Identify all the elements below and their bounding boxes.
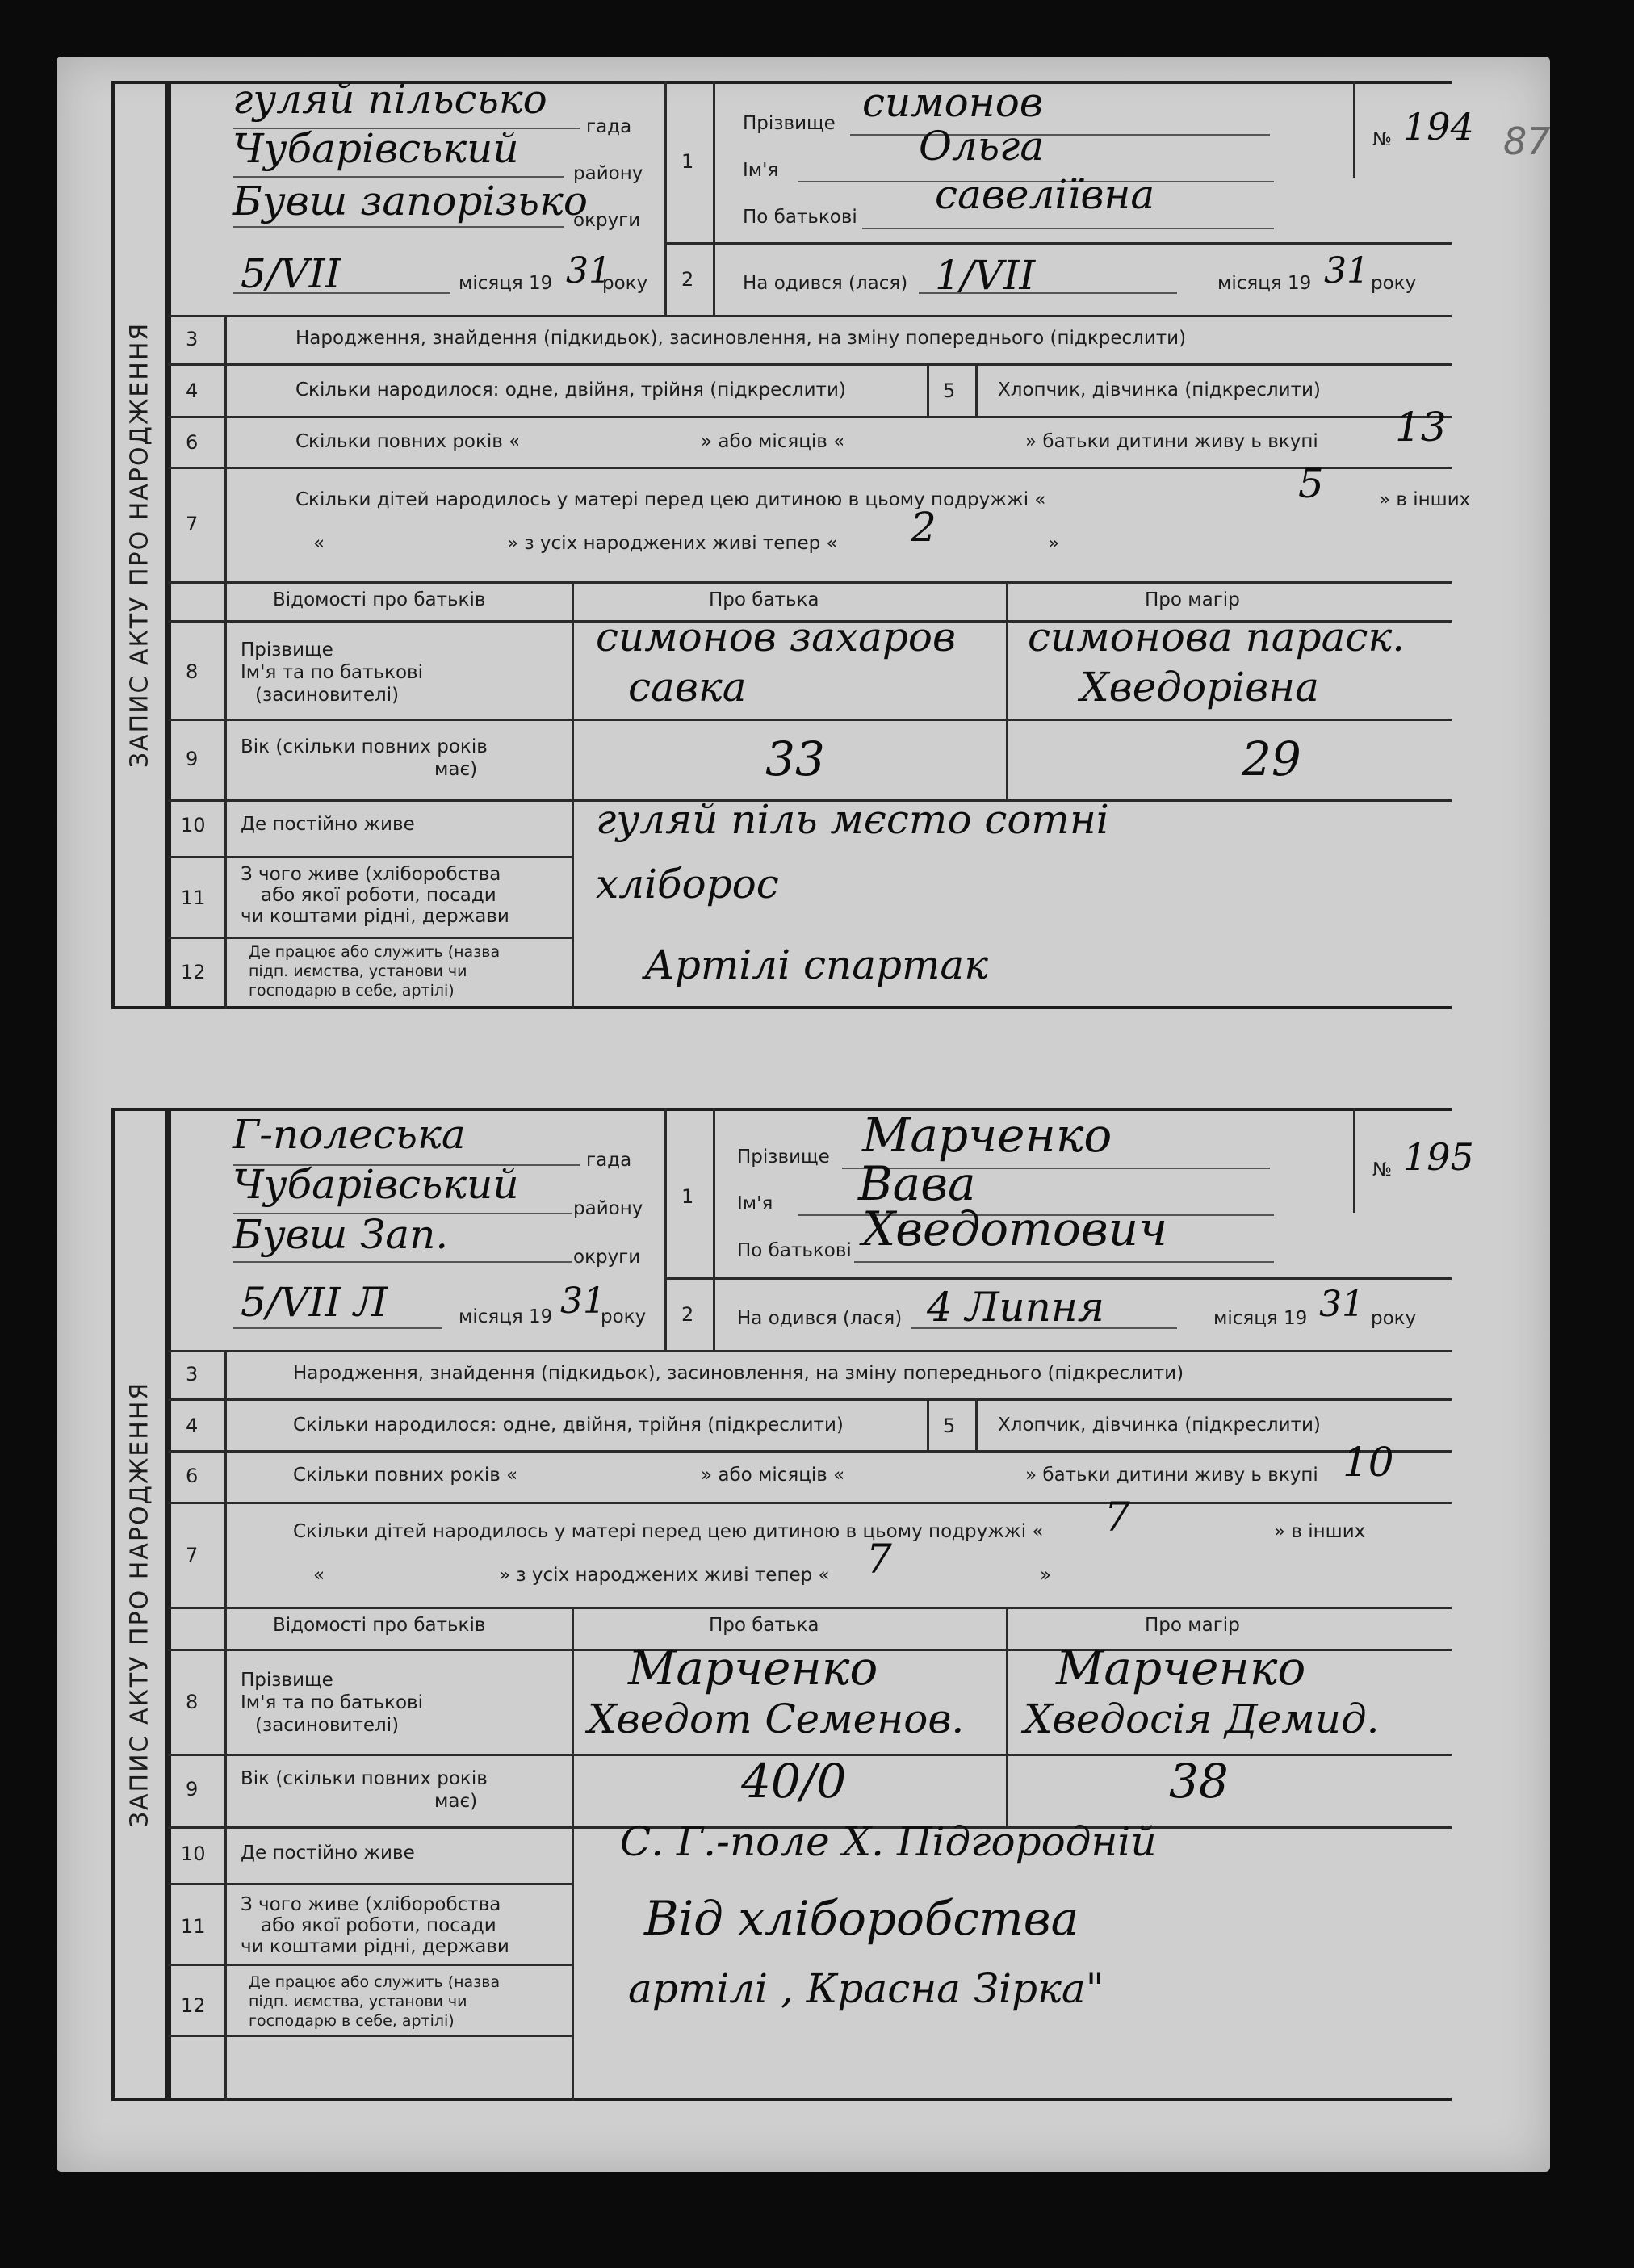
label-number: № xyxy=(1372,1159,1392,1180)
child-surname: Марченко xyxy=(862,1108,1112,1163)
label-roku: року xyxy=(602,273,648,294)
label-month-year: місяця 19 xyxy=(459,1306,553,1327)
place-okrug: Бувш Зап. xyxy=(233,1211,449,1258)
side-title: ЗАПИС АКТУ ПРО НАРОДЖЕННЯ xyxy=(125,321,154,769)
mother-surname: симонова параск. xyxy=(1028,614,1406,660)
row-how-many: Скільки народилося: одне, двійня, трійня (підкреслити) xyxy=(295,379,846,400)
residence: гуляй піль мєсто сотні xyxy=(596,796,1109,843)
birth-year: 31 xyxy=(1319,1284,1364,1325)
label-patronymic: По батькові xyxy=(737,1240,852,1261)
mother-surname: Марченко xyxy=(1056,1641,1306,1696)
children-before: 5 xyxy=(1298,460,1324,507)
place-village: Г-полеська xyxy=(233,1111,466,1158)
label-rayonu: району xyxy=(573,163,643,184)
row6-months: » або місяців « xyxy=(701,431,845,452)
father-surname: симонов захаров xyxy=(596,614,957,660)
col-father: Про батька xyxy=(709,1615,819,1636)
father-name: Хведот Семенов. xyxy=(588,1696,965,1742)
row7-children-before: Скільки дітей народилось у матері перед цею дитиною в цьому подружжі « xyxy=(295,489,1046,510)
row-sex: Хлопчик, дівчинка (підкреслити) xyxy=(998,1415,1321,1436)
label-okrugy: округи xyxy=(573,210,641,231)
col-parents-info: Відомості про батьків xyxy=(273,1615,486,1636)
residence: С. Г.-поле Х. Підгородній xyxy=(620,1818,1157,1865)
col-parents-info: Відомості про батьків xyxy=(273,589,486,610)
registration-date: 5/VII Л xyxy=(241,1279,388,1326)
label-number: № xyxy=(1372,129,1392,150)
row6-years: Скільки повних років « xyxy=(293,1465,518,1486)
col-mother: Про магір xyxy=(1145,589,1240,610)
row7-other: » в інших xyxy=(1274,1521,1366,1542)
row7-alive: » з усіх народжених живі тепер « xyxy=(507,533,838,554)
child-name: Ольга xyxy=(919,123,1045,170)
livelihood: Від хліборобства xyxy=(644,1891,1079,1946)
col-father: Про батька xyxy=(709,589,819,610)
side-title-box xyxy=(111,81,168,1009)
place-district: Чубарівський xyxy=(233,125,519,172)
mother-name: Хведорівна xyxy=(1080,664,1319,711)
child-patronymic: Хведотович xyxy=(862,1201,1168,1256)
birth-record-2: ЗАПИС АКТУ ПРО НАРОДЖЕННЯ Г-полеська гада Чубарівський району Бувш Зап. округи 5/VII Л місяця 19 31 року 1 2 Прізвище Марченко Ім'я Вава По батькові Хведотович № 195 На одився (лася) 4 Липня місяця 19 31 року 3 Народження, знайдення (підкидьок), засиновлення, на зміну попереднього (підкреслити) 4 Скільки народилося: одне, двійня, трійня (підкреслити) 5 Хлопчик, дівчинка (підкреслити) 6 Скільки повних років « » або місяців « » батьки дитини живу ь вкупі 10 7 Скільки дітей народилось у матері перед цею дитиною в цьому подружжі « 7 » в інших « » з усіх народжених живі тепер « 7 » Відомості про батьків Про батька Про магір 8 Прізвище Ім'я та по батькові (засиновителі) Марченко Хведот Семенов. Марченко Хведосія Демид. 9 Вік (скільки повних років має) 40/0 38 10 Де постійно живе С. Г.-поле Х. Підгородній 11 З чого живе (хліборобства або якої роботи, посади чи коштами рідні, держави Від хліборобства 12 Де працює або служить (назва підп. иємства, установи чи господарю в себе, артілі) артілі , Красна Зірка" xyxy=(111,1108,1452,2101)
children-alive: 2 xyxy=(911,504,936,551)
birth-date: 1/VII xyxy=(935,252,1036,299)
registration-year: 31 xyxy=(566,250,611,291)
row6-months: » або місяців « xyxy=(701,1465,845,1486)
label-birth-month: місяця 19 xyxy=(1213,1308,1308,1329)
father-name: савка xyxy=(628,664,747,711)
label-name: Ім'я xyxy=(743,160,779,181)
birth-date: 4 Липня xyxy=(927,1284,1104,1331)
label-gada: гада xyxy=(586,116,632,137)
child-patronymic: савеліївна xyxy=(935,171,1155,218)
side-title-box xyxy=(111,1108,168,2101)
row6-cohabit: » батьки дитини живу ь вкупі xyxy=(1025,431,1318,452)
row-birth-type: Народження, знайдення (підкидьок), засиновлення, на зміну попереднього (підкреслити) xyxy=(293,1363,1184,1384)
workplace: артілі , Красна Зірка" xyxy=(628,1965,1104,2012)
livelihood: хліборос xyxy=(596,861,779,908)
label-born: На одився (лася) xyxy=(743,273,908,294)
children-before: 7 xyxy=(1104,1494,1130,1541)
father-surname: Марченко xyxy=(628,1641,878,1696)
registration-date: 5/VII xyxy=(241,250,341,297)
cohabit-years: 10 xyxy=(1343,1439,1394,1486)
mother-age: 38 xyxy=(1169,1754,1229,1809)
label-okrugy: округи xyxy=(573,1247,641,1268)
row-sex: Хлопчик, дівчинка (підкреслити) xyxy=(998,379,1321,400)
row-how-many: Скільки народилося: одне, двійня, трійня (підкреслити) xyxy=(293,1415,844,1436)
child-surname: симонов xyxy=(862,79,1043,126)
birth-record-1: ЗАПИС АКТУ ПРО НАРОДЖЕННЯ гуляй пільсько гада Чубарівський району Бувш запорізько округи 5/VII місяця 19 31 року 1 2 Прізвище симонов Ім'я Ольга По батькові савеліївна № 194 На одився (лася) 1/VII місяця 19 31 року 3 Народження, знайдення (підкидьок), засиновлення, на зміну попереднього (підкреслити) 4 Скільки народилося: одне, двійня, трійня (підкреслити) 5 Хлопчик, дівчинка (підкреслити) 6 Скільки повних років « » або місяців « » батьки дитини живу ь вкупі 13 7 Скільки дітей народилось у матері перед цею дитиною в цьому подружжі « 5 » в інших « » з усіх народжених живі тепер « 2 » Відомості про батьків Про батька Про магір 8 Прізвище Ім'я та по батькові (засиновителі) симонов захаров савка симонова параск. Хведорівна 9 Вік (скільки повних років має) 33 29 10 Де постійно живе гуляй піль мєсто сотні 11 З чого живе (хліборобства або якої роботи, посади чи коштами рідні, держави хліборос 12 Де працює або служить (назва підп. иємства, установи чи господарю в себе, артілі) Артілі спартак xyxy=(111,81,1452,1009)
workplace: Артілі спартак xyxy=(644,941,989,988)
children-alive: 7 xyxy=(866,1536,892,1583)
birth-year: 31 xyxy=(1324,250,1369,291)
place-district: Чубарівський xyxy=(233,1161,519,1208)
mother-age: 29 xyxy=(1242,732,1301,786)
place-okrug: Бувш запорізько xyxy=(233,178,588,224)
label-born: На одився (лася) xyxy=(737,1308,903,1329)
row7-alive: » з усіх народжених живі тепер « xyxy=(499,1565,830,1586)
row6-cohabit: » батьки дитини живу ь вкупі xyxy=(1025,1465,1318,1486)
row-birth-type: Народження, знайдення (підкидьок), засиновлення, на зміну попереднього (підкреслити) xyxy=(295,328,1187,349)
father-age: 33 xyxy=(765,732,825,786)
cohabit-years: 13 xyxy=(1395,404,1447,451)
row7-children-before: Скільки дітей народилось у матері перед цею дитиною в цьому подружжі « xyxy=(293,1521,1044,1542)
label-rayonu: району xyxy=(573,1198,643,1219)
label-roku: року xyxy=(601,1306,647,1327)
label-surname: Прізвище xyxy=(737,1147,830,1168)
row6-years: Скільки повних років « xyxy=(295,431,521,452)
father-age: 40/0 xyxy=(741,1754,847,1809)
registration-year: 31 xyxy=(560,1281,605,1322)
label-gada: гада xyxy=(586,1150,632,1171)
place-village: гуляй пільсько xyxy=(233,76,547,123)
child-name: Вава xyxy=(858,1156,976,1211)
label-birth-month: місяця 19 xyxy=(1217,273,1312,294)
side-title: ЗАПИС АКТУ ПРО НАРОДЖЕННЯ xyxy=(125,1381,154,1828)
record-number: 195 xyxy=(1403,1135,1474,1179)
record-number: 194 xyxy=(1403,105,1474,149)
label-surname: Прізвище xyxy=(743,113,836,134)
label-birth-roku: року xyxy=(1371,273,1417,294)
row7-other: » в інших xyxy=(1379,489,1471,510)
label-name: Ім'я xyxy=(737,1193,773,1214)
page-number: 87 xyxy=(1503,119,1551,163)
mother-name: Хведосія Демид. xyxy=(1024,1696,1380,1742)
label-month-year: місяця 19 xyxy=(459,273,553,294)
col-mother: Про магір xyxy=(1145,1615,1240,1636)
label-birth-roku: року xyxy=(1371,1308,1417,1329)
label-patronymic: По батькові xyxy=(743,207,857,228)
